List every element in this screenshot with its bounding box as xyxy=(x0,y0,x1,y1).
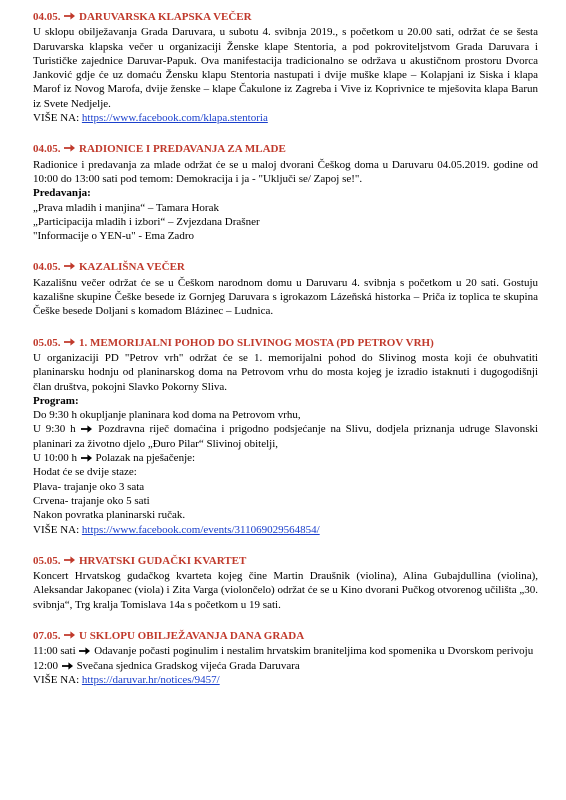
program-item: Hodat će se dvije staze: xyxy=(33,466,137,479)
right-arrow-icon xyxy=(81,454,92,462)
lecture-item: „Participacija mladih i izbori“ – Zvjezdana Drašner xyxy=(33,215,260,228)
events-document xyxy=(33,10,538,704)
program-time: U 9:30 h xyxy=(33,423,76,436)
more-info xyxy=(33,523,538,537)
event-title: 1. MEMORIJALNI POHOD DO SLIVINOG MOSTA (PD PETROV VRH) xyxy=(79,336,434,349)
event-title: RADIONICE I PREDAVANJA ZA MLADE xyxy=(79,143,286,156)
event-heading xyxy=(33,336,538,350)
event-heading xyxy=(33,629,538,643)
event-date: 07.05. xyxy=(33,629,61,642)
more-info-label: VIŠE NA: xyxy=(33,673,80,686)
more-info-link[interactable]: https://www.facebook.com/klapa.stentoria xyxy=(81,112,268,125)
right-arrow-icon xyxy=(81,425,92,433)
program-item: Do 9:30 h okupljanje planinara kod doma na Petrovom vrhu, xyxy=(33,409,301,422)
right-arrow-icon xyxy=(79,647,90,655)
event-heading xyxy=(33,10,538,24)
event-title: HRVATSKI GUDAČKI KVARTET xyxy=(79,554,247,567)
event-section xyxy=(33,260,538,318)
more-info-label: VIŠE NA: xyxy=(33,112,80,125)
right-arrow-icon xyxy=(64,262,75,270)
event-description: Kazališnu večer održat će se u Češkom narodnom domu u Daruvaru 4. svibnja s početkom u 20 sati. Gostuju kazališne skupine Češke besede iz Gornjeg Daruvara s igrokazom Lázeňská historka – Priča iz toplica te skupina Češke besede Doljani s komadom Blázinec – Ludnica. xyxy=(33,276,538,318)
event-title: DARUVARSKA KLAPSKA VEČER xyxy=(79,11,252,23)
lectures-subheading: Predavanja: xyxy=(33,187,91,200)
schedule-text: Svečana sjednica Gradskog vijeća Grada Daruvara xyxy=(76,659,300,672)
schedule-item xyxy=(33,644,538,658)
more-info-link[interactable]: https://www.facebook.com/events/311069029564854/ xyxy=(81,523,320,536)
lecture-item: "Informacije o YEN-u" - Ema Zadro xyxy=(33,230,194,243)
right-arrow-icon xyxy=(64,631,75,639)
program-item: Crvena- trajanje oko 5 sati xyxy=(33,494,150,507)
program-item: Nakon povratka planinarski ručak. xyxy=(33,509,186,522)
event-heading xyxy=(33,554,538,568)
program-text: Pozdravna riječ domaćina i prigodno podsjećanje na Slivu, dodjela priznanja udruge Slavonski planinari za životno djelo „Đuro Pilar“ Slivinoj obitelji, xyxy=(33,423,539,450)
event-description: Koncert Hrvatskog gudačkog kvarteta kojeg čine Martin Draušnik (violina), Alina Gubajdullina (violina), Aleksandar Jakopanec (viola) i Zita Varga (violončelo) održat će se u Kino dvorani Pučkog otvorenog učilišta „30. svibnja“, Trg kralja Tomislava 14a s početkom u 19 sati. xyxy=(33,570,538,611)
right-arrow-icon xyxy=(64,144,75,152)
event-description: U sklopu obilježavanja Grada Daruvara, u subotu 4. svibnja 2019., s početkom u 20.00 sati, održat će se šesta Daruvarska klapska večer u organizaciji Ženske klape Stentoria, a pod pokroviteljstvom Grada Daruvara i Turističke zajednice Daruvar-Papuk. Ova manifestacija tradicionalno se održava u akustičnom prostoru Dvorca Janković gdje će uz domaću Žensku klapu Stentoria nastupati i dvije muške klape – Kolapjani iz Siska i klapa Marof iz Novog Marofa, dvije ženske – klape Čakulone iz Zagreba i Vive iz Koprivnice te mješovita klapa Barun iz Svete Nedjelje. xyxy=(33,26,538,110)
event-date: 05.05. xyxy=(33,554,61,567)
more-info xyxy=(33,111,538,125)
program-item: Plava- trajanje oko 3 sata xyxy=(33,480,145,493)
event-title: U SKLOPU OBILJEŽAVANJA DANA GRADA xyxy=(79,629,305,642)
lecture-item: „Prava mladih i manjina“ – Tamara Horak xyxy=(33,201,219,214)
event-heading xyxy=(33,260,538,274)
program-item xyxy=(33,422,538,451)
more-info-link[interactable]: https://daruvar.hr/notices/9457/ xyxy=(81,673,220,686)
schedule-text: Odavanje počasti poginulim i nestalim hrvatskim braniteljima kod spomenika u Dvorskom perivoju xyxy=(94,645,534,658)
event-section xyxy=(33,142,538,243)
event-date: 05.05. xyxy=(33,336,61,349)
right-arrow-icon xyxy=(64,12,75,20)
program-text: Polazak na pješačenje: xyxy=(95,452,196,465)
event-title: KAZALIŠNA VEČER xyxy=(79,261,185,274)
right-arrow-icon xyxy=(62,662,73,670)
more-info-label: VIŠE NA: xyxy=(33,523,80,536)
program-item xyxy=(33,451,538,465)
schedule-time: 12:00 xyxy=(33,659,59,672)
event-heading xyxy=(33,142,538,156)
event-date: 04.05. xyxy=(33,261,61,274)
event-date: 04.05. xyxy=(33,143,61,156)
event-description: Radionice i predavanja za mlade održat će se u maloj dvorani Češkog doma u Daruvaru 04.05.2019. godine od 10:00 do 13:00 sati pod temom: Demokracija i ja - "Uključi se/ Zapoj se!". xyxy=(33,158,538,185)
program-subheading: Program: xyxy=(33,394,79,407)
right-arrow-icon xyxy=(64,338,75,346)
schedule-item xyxy=(33,659,538,673)
right-arrow-icon xyxy=(64,556,75,564)
more-info xyxy=(33,673,538,687)
event-section xyxy=(33,629,538,687)
event-section xyxy=(33,554,538,612)
event-date: 04.05. xyxy=(33,11,61,23)
event-description: U organizaciji PD "Petrov vrh" održat će se 1. memorijalni pohod do Slivinog mosta koji će obuhvatiti planinarsku hodnju od planinarskog doma na Petrovom vrhu do mosta kojeg je izradio istaknuti i dugogodišnji član društva, pokojni Slavko Pokorny Sliva. xyxy=(33,351,538,393)
event-section xyxy=(33,336,538,537)
program-time: U 10:00 h xyxy=(33,452,77,465)
schedule-time: 11:00 sati xyxy=(33,645,76,658)
event-section xyxy=(33,10,538,125)
